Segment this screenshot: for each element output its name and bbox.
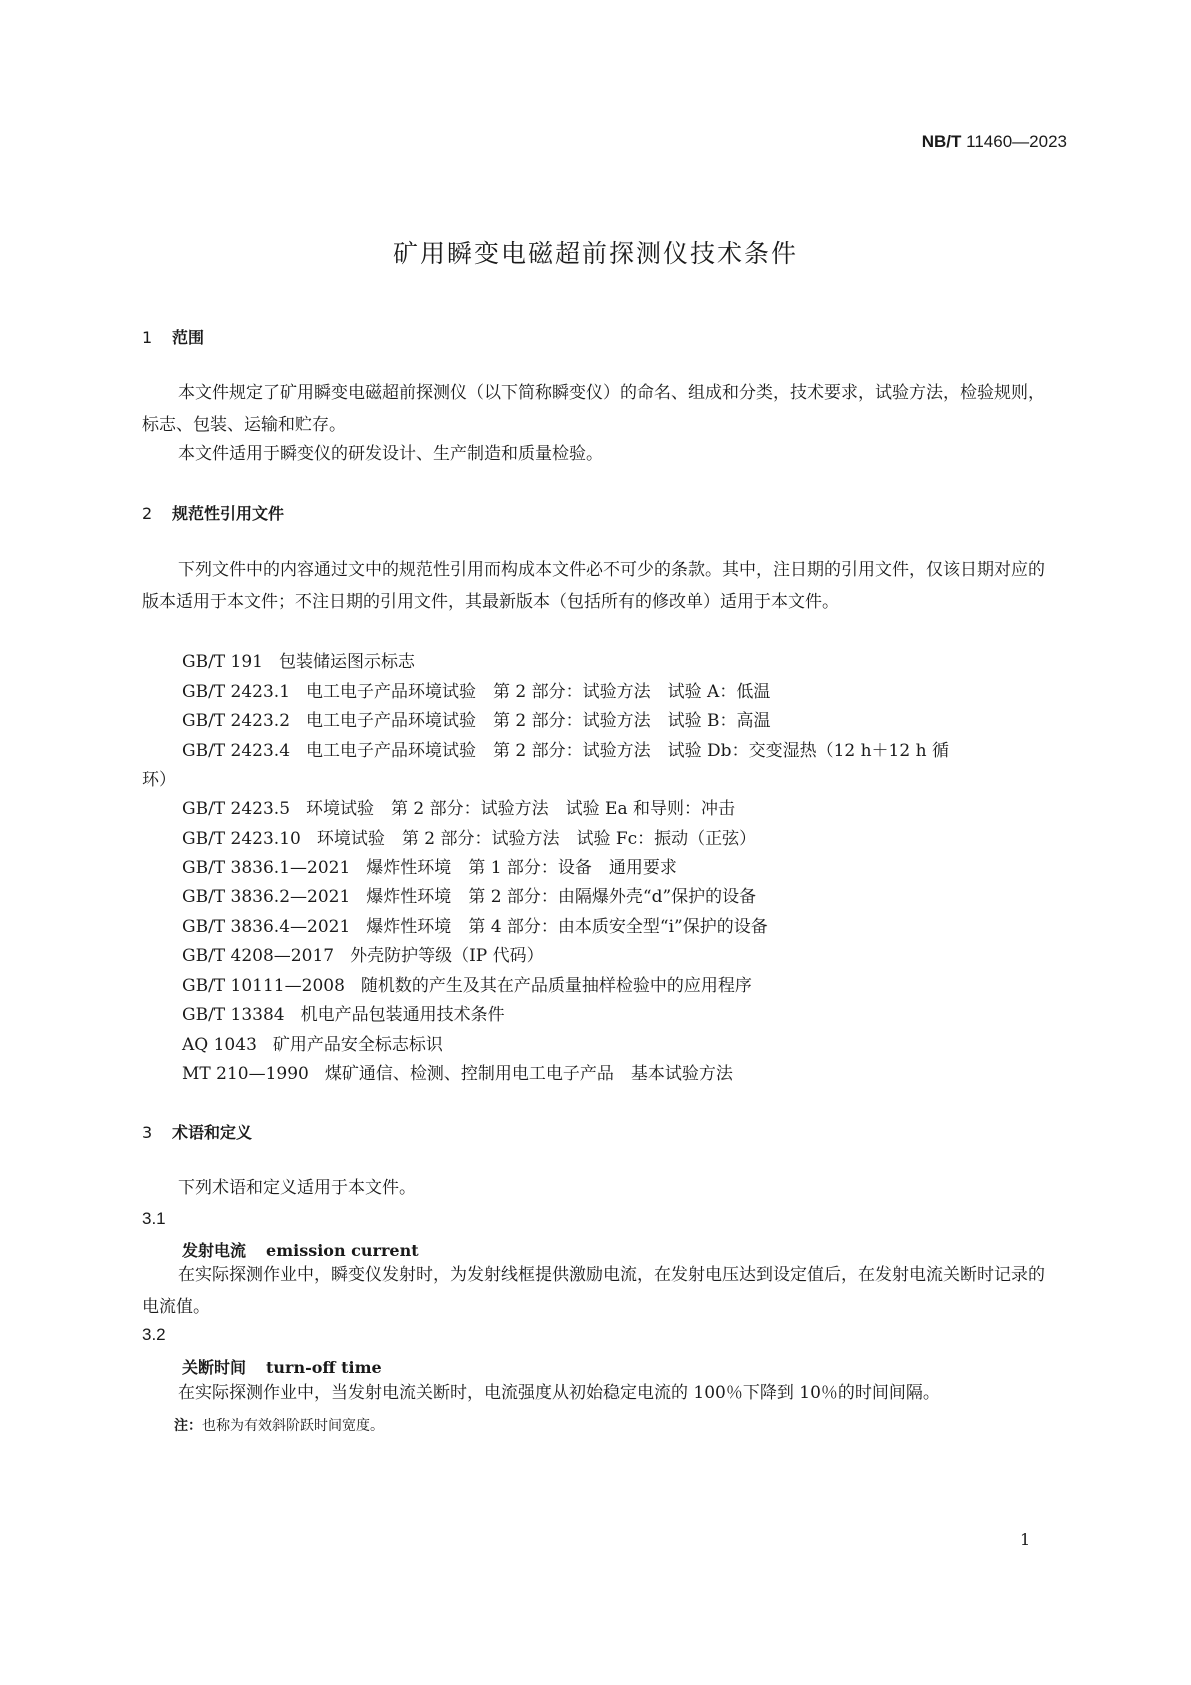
note [174, 1415, 384, 1435]
reference-name: 包装储运图示标志 [279, 652, 415, 672]
section-2-heading [142, 501, 284, 524]
term-zh: 发射电流 [182, 1241, 247, 1260]
paragraph: 下列术语和定义适用于本文件。 [178, 1178, 416, 1198]
term-heading [182, 1355, 382, 1378]
standard-code: 11460—2023 [966, 132, 1067, 151]
reference-code: GB/T 2423.1 [182, 682, 291, 702]
term-definition: 在实际探测作业中，当发射电流关断时，电流强度从初始稳定电流的 100％下降到 10％的时间间隔。 [178, 1383, 940, 1403]
reference-name: 矿用产品安全标志标识 [272, 1035, 443, 1055]
section-title: 范围 [172, 328, 205, 347]
standard-number [922, 132, 1067, 152]
reference-name: 机电产品包装通用技术条件 [300, 1005, 505, 1025]
reference-code: GB/T 2423.2 [182, 711, 291, 731]
reference-name: 环境试验 第 2 部分：试验方法 试验 Fc：振动（正弦） [316, 829, 757, 849]
reference-item [182, 736, 949, 761]
reference-code: GB/T 191 [182, 652, 263, 672]
section-1-heading [142, 325, 204, 348]
reference-code: MT 210—1990 [182, 1064, 309, 1084]
standard-prefix: NB/T [921, 132, 962, 151]
paragraph: 本文件规定了矿用瞬变电磁超前探测仪（以下简称瞬变仪）的命名、组成和分类，技术要求，试验方法，检验规则，标志、包装、运输和贮存。 [142, 383, 1045, 435]
reference-name: 爆炸性环境 第 4 部分：由本质安全型“i”保护的设备 [366, 917, 768, 937]
reference-item [182, 794, 735, 819]
section-title: 规范性引用文件 [172, 504, 285, 523]
page-number: 1 [1020, 1530, 1031, 1549]
reference-item [182, 1030, 443, 1055]
section-3-heading [142, 1120, 252, 1143]
section-number: 2 [142, 504, 153, 523]
reference-code: AQ 1043 [182, 1035, 257, 1055]
reference-item [182, 941, 544, 966]
note-text: 也称为有效斜阶跃时间宽度。 [202, 1418, 384, 1434]
reference-code: GB/T 2423.4 [182, 741, 291, 761]
reference-code: GB/T 10111—2008 [182, 976, 345, 996]
note-label: 注： [174, 1418, 202, 1434]
reference-item [182, 706, 771, 731]
document-title: 矿用瞬变电磁超前探测仪技术条件 [392, 239, 798, 268]
reference-name: 电工电子产品环境试验 第 2 部分：试验方法 试验 A：低温 [306, 682, 771, 702]
section-number: 1 [142, 328, 153, 347]
reference-code: GB/T 13384 [182, 1005, 285, 1025]
paragraph: 下列文件中的内容通过文中的规范性引用而构成本文件必不可少的条款。其中，注日期的引用文件，仅该日期对应的版本适用于本文件；不注日期的引用文件，其最新版本（包括所有的修改单）适用于本文件。 [142, 560, 1045, 612]
reference-item [182, 1059, 733, 1084]
term-number: 3.2 [142, 1325, 166, 1344]
reference-name: 电工电子产品环境试验 第 2 部分：试验方法 试验 B：高温 [306, 711, 771, 731]
reference-item [182, 853, 677, 878]
reference-name: 煤矿通信、检测、控制用电工电子产品 基本试验方法 [324, 1064, 733, 1084]
term-en: emission current [266, 1241, 419, 1260]
reference-item [182, 882, 756, 907]
reference-name: 电工电子产品环境试验 第 2 部分：试验方法 试验 Db：交变湿热（12 h＋12 h 循 [306, 741, 949, 761]
reference-name: 随机数的产生及其在产品质量抽样检验中的应用程序 [360, 976, 752, 996]
term-number: 3.1 [142, 1209, 166, 1228]
reference-item [182, 971, 752, 996]
reference-item [182, 912, 768, 937]
reference-code: GB/T 2423.5 [182, 799, 291, 819]
paragraph: 本文件适用于瞬变仪的研发设计、生产制造和质量检验。 [178, 444, 603, 464]
section-number: 3 [142, 1123, 153, 1142]
term-en: turn-off time [266, 1358, 382, 1377]
reference-code: GB/T 3836.1—2021 [182, 858, 351, 878]
reference-code: GB/T 4208—2017 [182, 946, 335, 966]
reference-name: 爆炸性环境 第 2 部分：由隔爆外壳“d”保护的设备 [366, 887, 757, 907]
reference-item-continuation: 环） [142, 770, 176, 790]
reference-code: GB/T 3836.2—2021 [182, 887, 351, 907]
reference-code: GB/T 3836.4—2021 [182, 917, 351, 937]
reference-item [182, 824, 756, 849]
reference-name: 爆炸性环境 第 1 部分：设备 通用要求 [366, 858, 677, 878]
reference-item [182, 677, 770, 702]
section-title: 术语和定义 [172, 1123, 253, 1142]
reference-name: 环境试验 第 2 部分：试验方法 试验 Ea 和导则：冲击 [306, 799, 736, 819]
term-definition: 在实际探测作业中，瞬变仪发射时，为发射线框提供激励电流，在发射电压达到设定值后，在发射电流关断时记录的电流值。 [142, 1265, 1045, 1317]
term-heading [182, 1238, 419, 1261]
reference-item [182, 1000, 505, 1025]
reference-code: GB/T 2423.10 [182, 829, 301, 849]
term-zh: 关断时间 [182, 1358, 247, 1377]
reference-item [182, 647, 415, 672]
reference-name: 外壳防护等级（IP 代码） [350, 946, 544, 966]
